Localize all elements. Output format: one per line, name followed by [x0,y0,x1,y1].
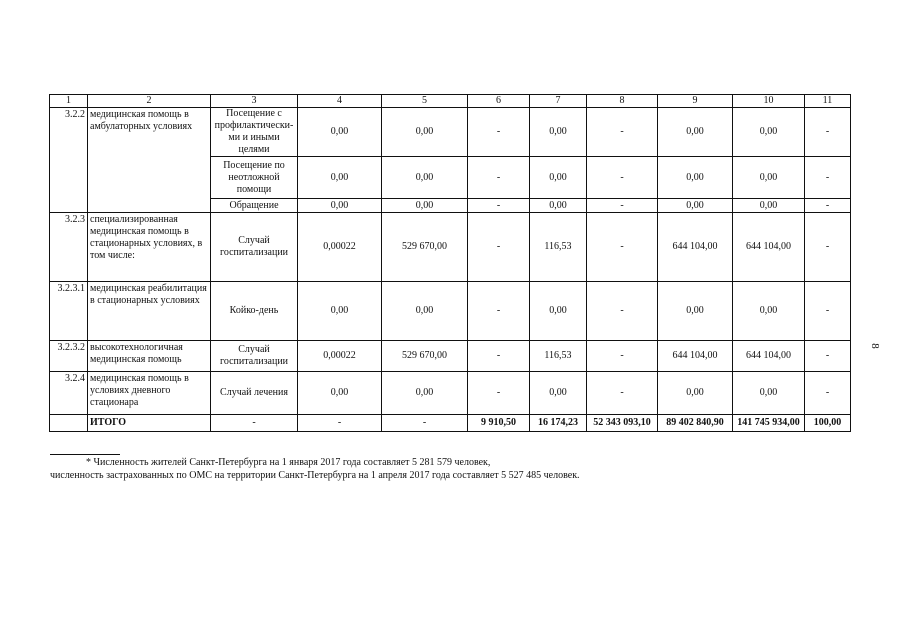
value-cell: 0,00 [382,108,468,157]
row-code: 3.2.3.1 [50,282,88,341]
value-cell: - [805,372,851,415]
value-cell: - [468,282,530,341]
value-cell: - [587,108,658,157]
unit-cell: Обращение [211,199,298,213]
value-cell: 0,00 [530,372,587,415]
total-cell: - [382,415,468,432]
value-cell: - [468,108,530,157]
value-cell: - [468,372,530,415]
header-cell: 5 [382,95,468,108]
value-cell: 0,00 [658,282,733,341]
value-cell: 0,00 [530,157,587,199]
row-name: медицинская помощь в амбулаторных условиях [88,108,211,213]
page-number: 8 [868,343,881,349]
value-cell: 0,00 [382,372,468,415]
value-cell: 0,00 [382,157,468,199]
value-cell: - [587,341,658,372]
total-cell: 141 745 934,00 [733,415,805,432]
row-name: специализированная медицинская помощь в стационарных условиях, в том числе: [88,213,211,282]
header-row [50,95,851,108]
header-cell: 4 [298,95,382,108]
row-code: 3.2.2 [50,108,88,213]
total-cell: 89 402 840,90 [658,415,733,432]
header-cell: 8 [587,95,658,108]
value-cell: 0,00 [733,108,805,157]
row-code: 3.2.4 [50,372,88,415]
total-cell: - [211,415,298,432]
total-row [50,415,851,432]
value-cell: 0,00 [658,157,733,199]
value-cell: 0,00 [658,199,733,213]
value-cell: 644 104,00 [658,213,733,282]
row-code: 3.2.3.2 [50,341,88,372]
value-cell: 529 670,00 [382,341,468,372]
value-cell: - [805,199,851,213]
financing-table [49,94,851,432]
footnote-line-2: численность застрахованных по ОМС на территории Санкт-Петербурга на 1 апреля 2017 года составляет 5 527 485 человек. [50,470,580,481]
value-cell: 0,00 [382,199,468,213]
value-cell: 0,00 [658,372,733,415]
value-cell: - [587,282,658,341]
row-code: 3.2.3 [50,213,88,282]
value-cell: 0,00 [733,282,805,341]
value-cell: 644 104,00 [733,213,805,282]
unit-cell: Случай госпитализации [211,213,298,282]
total-cell: 52 343 093,10 [587,415,658,432]
total-cell: 16 174,23 [530,415,587,432]
total-code-cell [50,415,88,432]
table-row [50,341,851,372]
total-label: ИТОГО [88,415,211,432]
value-cell: - [468,199,530,213]
value-cell: - [805,341,851,372]
value-cell: 0,00 [298,157,382,199]
header-cell: 1 [50,95,88,108]
value-cell: 0,00 [530,282,587,341]
value-cell: 0,00 [733,372,805,415]
value-cell: 0,00 [298,282,382,341]
value-cell: 0,00 [733,157,805,199]
value-cell: 0,00 [658,108,733,157]
value-cell: - [587,199,658,213]
header-cell: 9 [658,95,733,108]
header-cell: 10 [733,95,805,108]
value-cell: - [468,213,530,282]
row-name: высокотехнологичная медицинская помощь [88,341,211,372]
value-cell: 0,00 [733,199,805,213]
value-cell: - [468,157,530,199]
unit-cell: Случай госпитализации [211,341,298,372]
value-cell: - [805,213,851,282]
header-cell: 2 [88,95,211,108]
unit-cell: Посещение с профилактически-ми и иными целями [211,108,298,157]
header-cell: 11 [805,95,851,108]
unit-cell: Случай лечения [211,372,298,415]
value-cell: 644 104,00 [658,341,733,372]
footnote-line-1: * Численность жителей Санкт-Петербурга на 1 января 2017 года составляет 5 281 579 человек, [86,457,491,468]
header-cell: 6 [468,95,530,108]
table-row [50,282,851,341]
value-cell: - [805,157,851,199]
row-name: медицинская помощь в условиях дневного стационара [88,372,211,415]
table-row [50,372,851,415]
value-cell: - [587,157,658,199]
table-row [50,108,851,157]
row-name: медицинская реабилитация в стационарных условиях [88,282,211,341]
value-cell: 0,00 [382,282,468,341]
value-cell: 0,00022 [298,213,382,282]
value-cell: 0,00 [530,199,587,213]
value-cell: 0,00022 [298,341,382,372]
header-cell: 7 [530,95,587,108]
header-cell: 3 [211,95,298,108]
value-cell: - [805,108,851,157]
value-cell: 0,00 [298,199,382,213]
total-cell: - [298,415,382,432]
total-cell: 100,00 [805,415,851,432]
value-cell: 116,53 [530,213,587,282]
total-cell: 9 910,50 [468,415,530,432]
footnote-divider [50,454,120,455]
value-cell: - [587,213,658,282]
value-cell: 529 670,00 [382,213,468,282]
value-cell: - [468,341,530,372]
unit-cell: Койко-день [211,282,298,341]
value-cell: 0,00 [298,372,382,415]
unit-cell: Посещение по неотложной помощи [211,157,298,199]
value-cell: 116,53 [530,341,587,372]
value-cell: 644 104,00 [733,341,805,372]
value-cell: - [805,282,851,341]
value-cell: 0,00 [298,108,382,157]
financing-table-container [49,94,851,432]
table-row [50,213,851,282]
value-cell: 0,00 [530,108,587,157]
value-cell: - [587,372,658,415]
